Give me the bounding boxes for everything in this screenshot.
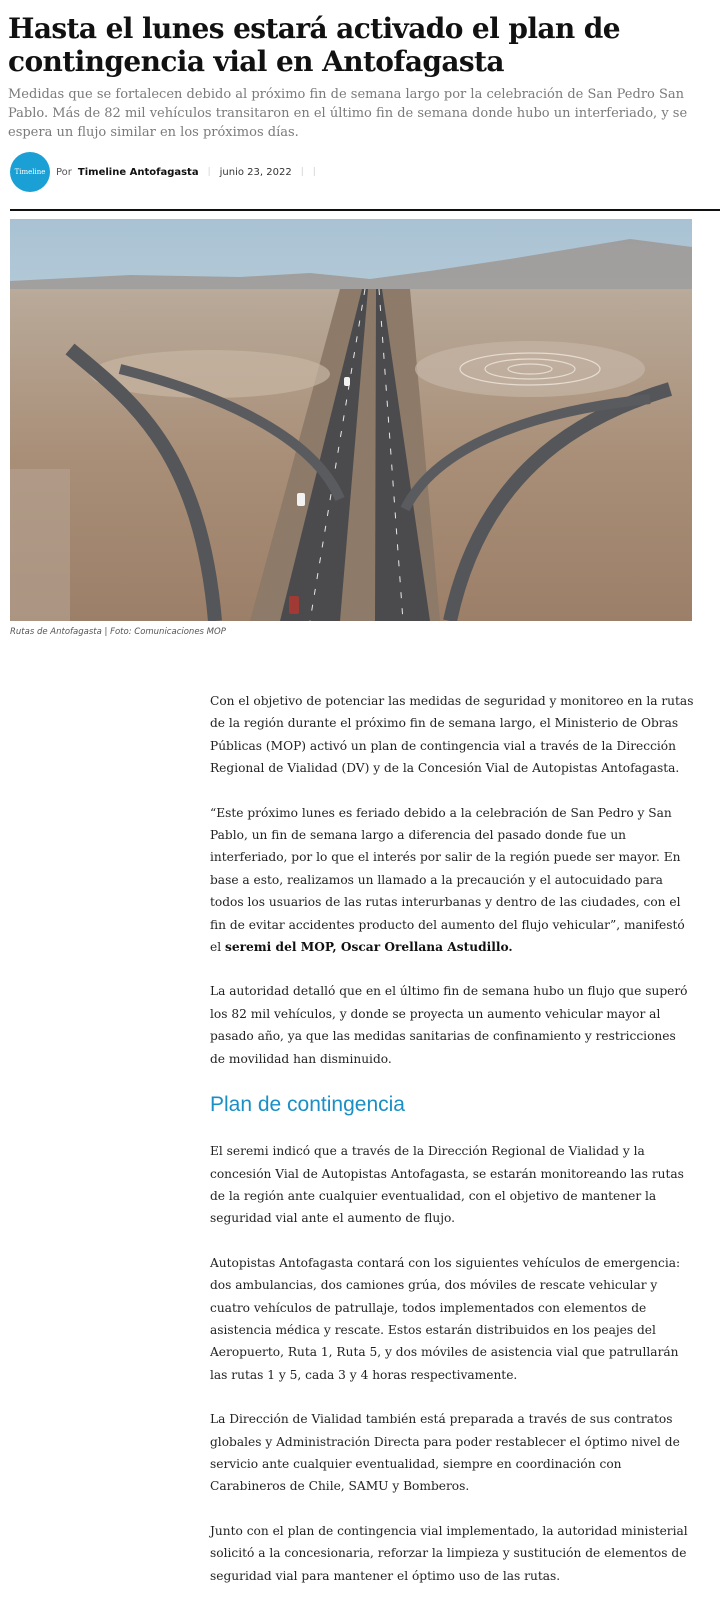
author-avatar[interactable]: Timeline: [10, 152, 50, 192]
aerial-highway-photo-icon: [10, 219, 692, 621]
article-meta: [10, 152, 710, 192]
author-name-link[interactable]: Timeline Antofagasta: [77, 166, 199, 178]
article-paragraph: Con el objetivo de potenciar las medidas de seguridad y monitoreo en la rutas de la región durante el próximo fin de semana largo, el Ministerio de Obras Públicas (MOP) activó un plan de contingencia vial a través de la Dirección Regional de Vialidad (DV) y de la Concesión Vial de Autopistas Antofagasta.: [210, 694, 694, 776]
article-paragraph: La Dirección de Vialidad también está preparada a través de sus contratos globales y Administración Directa para poder restablecer el óptimo nivel de servicio ante cualquier eventualidad, siempre en coordinación con Carabineros de Chile, SAMU y Bomberos.: [210, 1412, 680, 1494]
quote-attribution: seremi del MOP, Oscar Orellana Astudillo.: [225, 940, 513, 955]
article-paragraph: La autoridad detalló que en el último fin de semana hubo un flujo que superó los 82 mil vehículos, y donde se proyecta un aumento vehicular mayor al pasado año, ya que las medidas sanitarias de confinamiento y restricciones de movilidad han disminuido.: [210, 984, 688, 1066]
image-caption: Rutas de Antofagasta | Foto: Comunicaciones MOP: [10, 627, 226, 637]
article-body: [210, 690, 694, 1609]
article-paragraph: El seremi indicó que a través de la Dirección Regional de Vialidad y la concesión Vial de Autopistas Antofagasta, se estarán monitoreando las rutas de la región ante cualquier eventualidad, con el objetivo de mantener la seguridad vial ante el aumento de flujo.: [210, 1144, 684, 1226]
article-paragraph: Autopistas Antofagasta contará con los siguientes vehículos de emergencia: dos ambulancias, dos camiones grúa, dos móviles de rescate vehicular y cuatro vehículos de patrullaje, todos implementados con elementos de asistencia médica y rescate. Estos estarán distribuidos en los peajes del Aeropuerto, Ruta 1, Ruta 5, y dos móviles de asistencia vial que patrullarán las rutas 1 y 5, cada 3 y 4 horas respectivamente.: [210, 1255, 681, 1382]
article-paragraph: Junto con el plan de contingencia vial implementado, la autoridad ministerial solicitó a la concesionaria, reforzar la limpieza y sustitución de elementos de seguridad vial para mantener el óptimo uso de las rutas.: [210, 1523, 688, 1583]
meta-divider: |: [300, 167, 304, 177]
section-heading: Plan de contingencia: [210, 1093, 405, 1117]
article-subtitle: Medidas que se fortalecen debido al próximo fin de semana largo por la celebración de San Pedro San Pablo. Más de 82 mil vehículos transitaron en el último fin de semana donde hubo un interferiado, y se espera un flujo similar en los próximos días.: [8, 87, 688, 140]
author-prefix: Por: [56, 166, 72, 178]
header-divider: [10, 209, 720, 211]
article-paragraph: [210, 802, 694, 959]
meta-divider: |: [207, 167, 211, 177]
meta-divider: |: [312, 167, 316, 177]
article-headline: Hasta el lunes estará activado el plan de contingencia vial en Antofagasta: [8, 12, 620, 78]
publish-date: junio 23, 2022: [219, 166, 292, 178]
quote-text: “Este próximo lunes es feriado debido a la celebración de San Pedro y San Pablo, un fin de semana largo a diferencia del pasado donde fue un interferiado, por lo que el interés por salir de la región puede ser mayor. En base a esto, realizamos un llamado a la precaución y el autocuidado para todos los usuarios de las rutas interurbanas y dentro de las ciudades, con el fin de evitar accidentes producto del aumento del flujo vehicular”, manifestó el: [210, 805, 685, 955]
hero-image: [10, 219, 692, 621]
